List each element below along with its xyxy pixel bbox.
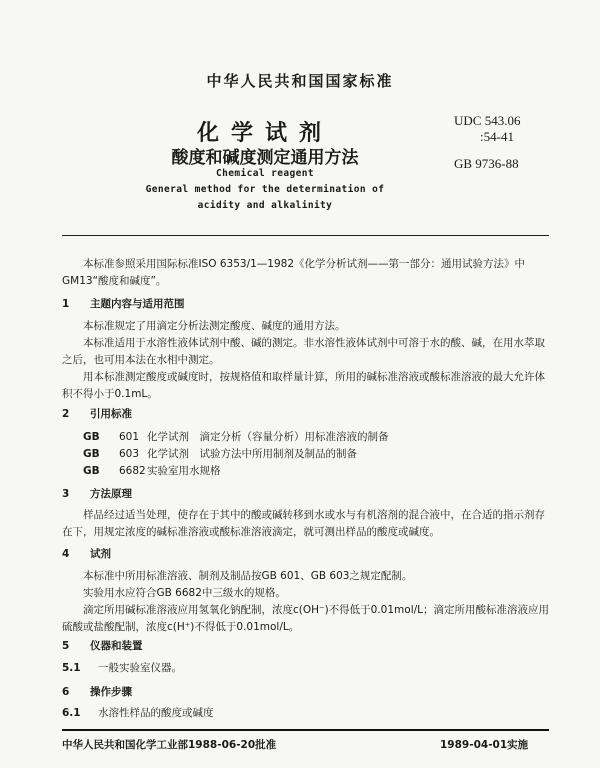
subsection-text: 一般实验室仪器。 [98,662,182,674]
subsection-number: 5.1 [62,662,81,674]
section-number: 5 [62,640,70,652]
section-title: 试剂 [90,548,111,560]
section-1-paragraph-1: 本标准规定了用滴定分析法测定酸度、碱度的通用方法。 [83,320,346,332]
reference-number: 6682 [119,465,146,477]
section-number: 1 [62,298,70,310]
intro-paragraph: 本标准参照采用国际标准ISO 6353/1—1982《化学分析试剂——第一部分：通用试验方法》中GM13“酸度和碱度”。 [62,258,526,287]
section-number: 4 [62,548,70,560]
section-title: 方法原理 [90,488,132,500]
reference-title: 化学试剂 滴定分析（容量分析）用标准溶液的制备 [147,431,389,443]
section-4-paragraph-3: 滴定所用碱标准溶液应用氢氧化钠配制，浓度c(OH⁻)不得低于0.01mol/L；滴定所用酸标准溶液应用硫酸或盐酸配制，浓度c(H⁺)不得低于0.01mol/L。 [62,604,550,633]
gb-number: GB 9736-88 [454,156,519,171]
section-1-paragraph-2: 本标准适用于水溶性液体试剂中酸、碱的测定。非水溶性液体试剂中可溶于水的酸、碱，在用水萃取之后，也可用本法在水相中测定。 [62,337,545,366]
section-5-heading [62,638,143,653]
section-4-paragraph-2: 实验用水应符合GB 6682中三级水的规格。 [83,587,286,599]
english-title-line2: General method for the determination of [145,184,385,195]
document-title: 化学试剂 [196,121,333,146]
section-title: 引用标准 [90,408,132,420]
section-4-paragraph-1: 本标准中所用标准溶液、制剂及制品按GB 601、GB 603之规定配制。 [83,570,413,582]
section-number: 3 [62,488,70,500]
section-4-heading [62,546,111,561]
reference-title: 化学试剂 试验方法中所用制剂及制品的制备 [147,448,357,460]
udc-code-suffix: :54-41 [480,129,514,144]
section-3-paragraph: 样品经过适当处理，使存在于其中的酸或碱转移到水或水与有机溶剂的混合液中，在合适的指示剂存在下，用规定浓度的碱标准溶液或酸标准溶液滴定，就可测出样品的酸度或碱度。 [62,509,545,538]
document-subtitle: 酸度和碱度测定通用方法 [171,148,359,168]
reference-code: GB [83,431,100,443]
reference-number: 601 [119,431,140,443]
section-title: 仪器和装置 [90,640,143,652]
section-1-heading [62,296,185,311]
reference-item [83,446,357,461]
reference-code: GB [83,465,100,477]
approval-info: 中华人民共和国化学工业部1988-06-20批准 [62,739,277,751]
section-3-heading [62,486,132,501]
header-divider [62,235,549,236]
udc-code: UDC 543.06 [454,113,521,128]
reference-number: 603 [119,448,140,460]
national-standard-header: 中华人民共和国国家标准 [206,72,394,90]
section-6-heading [62,684,132,699]
effective-date: 1989-04-01实施 [440,739,529,751]
section-title: 操作步骤 [90,686,132,698]
reference-title: 实验室用水规格 [147,465,221,477]
reference-item [83,429,389,444]
section-title: 主题内容与适用范围 [90,298,185,310]
section-number: 2 [62,408,70,420]
reference-code: GB [83,448,100,460]
reference-item [83,463,221,478]
subsection-number: 6.1 [62,707,81,719]
english-title-line3: acidity and alkalinity [197,200,333,211]
subsection-text: 水溶性样品的酸度或碱度 [98,707,214,719]
section-number: 6 [62,686,70,698]
subsection-6-1 [62,705,214,720]
english-title-line1: Chemical reagent [216,168,314,179]
footer-divider [62,729,549,731]
subsection-5-1 [62,660,182,675]
section-1-paragraph-3: 用本标准测定酸度或碱度时，按规格值和取样量计算，所用的碱标准溶液或酸标准溶液的最大允许体积不得小于0.1mL。 [62,371,545,400]
section-2-heading [62,406,132,421]
